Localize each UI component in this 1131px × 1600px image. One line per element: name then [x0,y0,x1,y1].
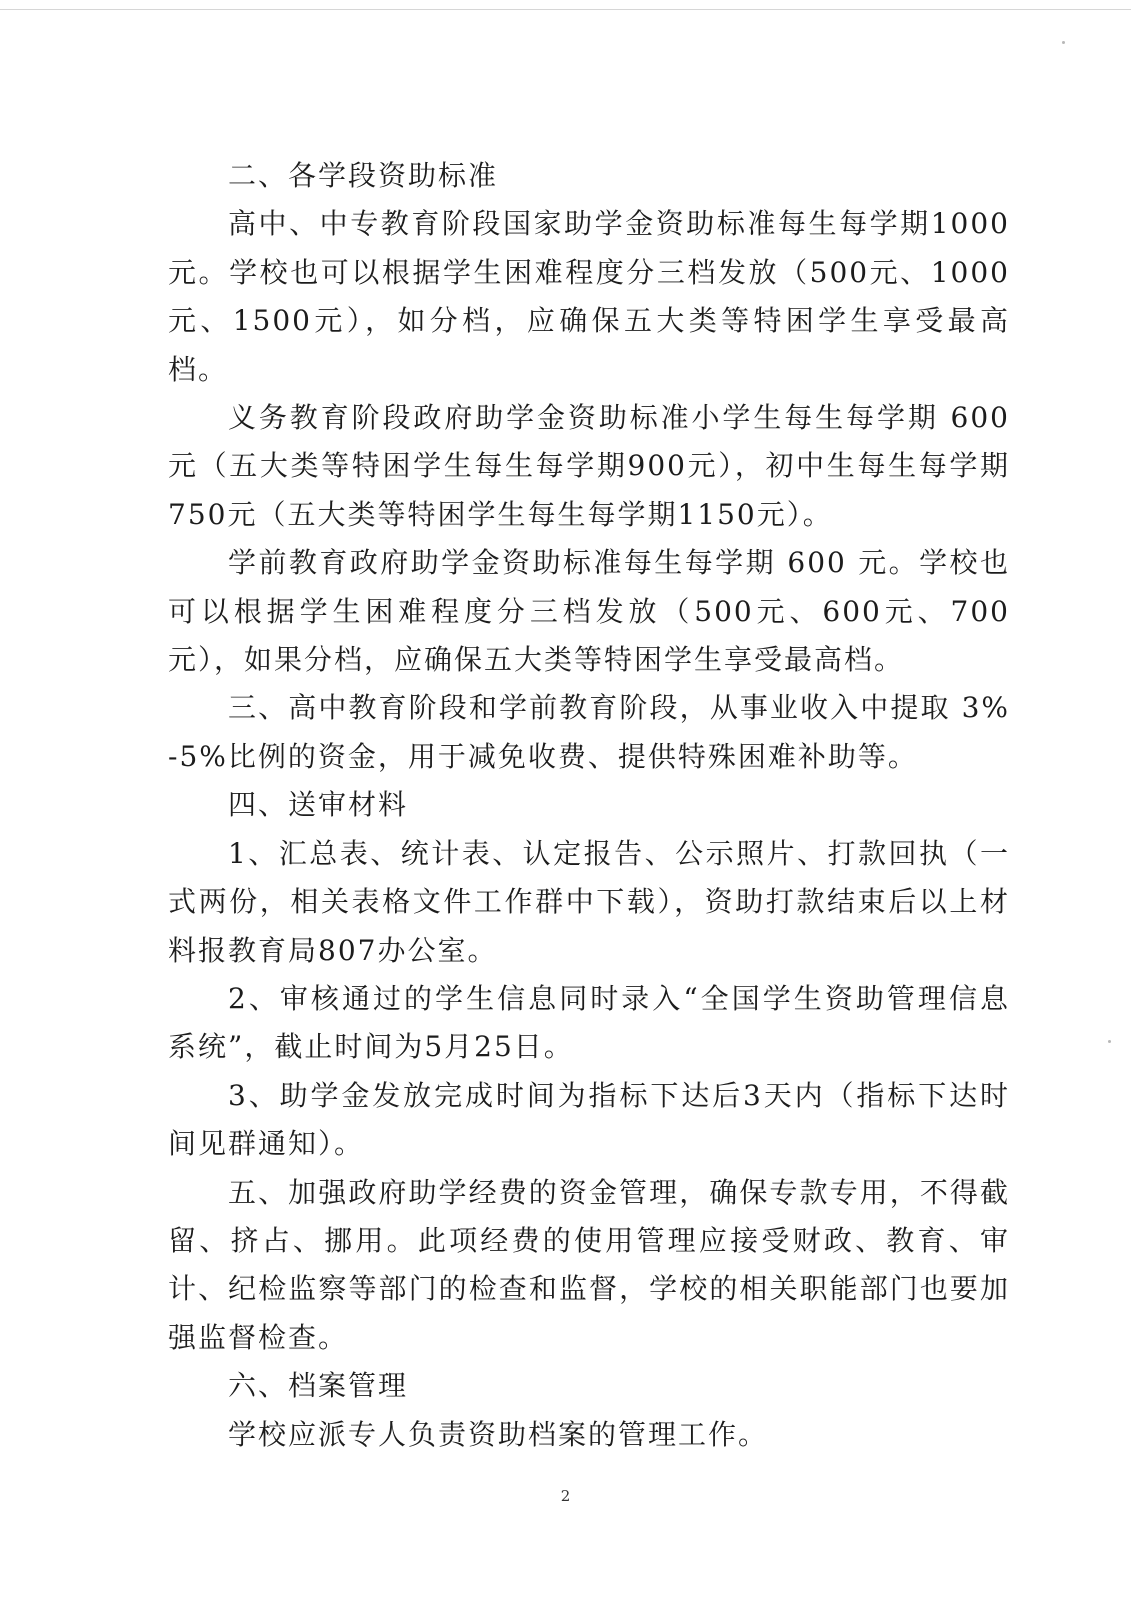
document-body [168,152,1010,1459]
page-number: 2 [560,1487,571,1505]
scan-edge-line [0,9,1131,10]
paragraph-preschool-standard: 学前教育政府助学金资助标准每生每学期 600 元。学校也可以根据学生困难程度分三档发放（500元、600元、700元），如果分档，应确保五大类等特困学生享受最高档。 [168,546,1010,677]
scan-speck [1062,41,1065,44]
paragraph-archive-management: 学校应派专人负责资助档案的管理工作。 [228,1417,769,1451]
paragraph-compulsory-education-standard: 义务教育阶段政府助学金资助标准小学生每生每学期 600 元（五大类等特困学生每生每学期900元），初中生每生每学期750元（五大类等特困学生每生每学期1150元）。 [168,401,1010,531]
section-heading-submission-materials: 四、送审材料 [228,788,409,822]
section-heading-archive-management: 六、档案管理 [228,1369,409,1403]
paragraph-materials-item-3: 3、助学金发放完成时间为指标下达后3天内（指标下达时间见群通知）。 [168,1078,1010,1161]
section-heading-funding-standards: 二、各学段资助标准 [228,159,499,192]
paragraph-materials-item-1: 1、汇总表、统计表、认定报告、公示照片、打款回执（一式两份，相关表格文件工作群中下载），资助打款结束后以上材料报教育局807办公室。 [168,836,1010,967]
section-heading-income-extraction: 三、高中教育阶段和学前教育阶段，从事业收入中提取 3%-5%比例的资金，用于减免收费、提供特殊困难补助等。 [168,691,1010,773]
section-heading-fund-management: 五、加强政府助学经费的资金管理，确保专款专用，不得截留、挤占、挪用。此项经费的使用管理应接受财政、教育、审计、纪检监察等部门的检查和监督，学校的相关职能部门也要加强监督检查。 [168,1175,1010,1354]
paragraph-high-school-standard: 高中、中专教育阶段国家助学金资助标准每生每学期1000元。学校也可以根据学生困难程度分三档发放（500元、1000元、1500元），如分档，应确保五大类等特困学生享受最高档。 [168,207,1010,386]
scan-speck [1108,1040,1111,1043]
paragraph-materials-item-2: 2、审核通过的学生信息同时录入“全国学生资助管理信息系统”，截止时间为5月25日。 [168,981,1010,1064]
